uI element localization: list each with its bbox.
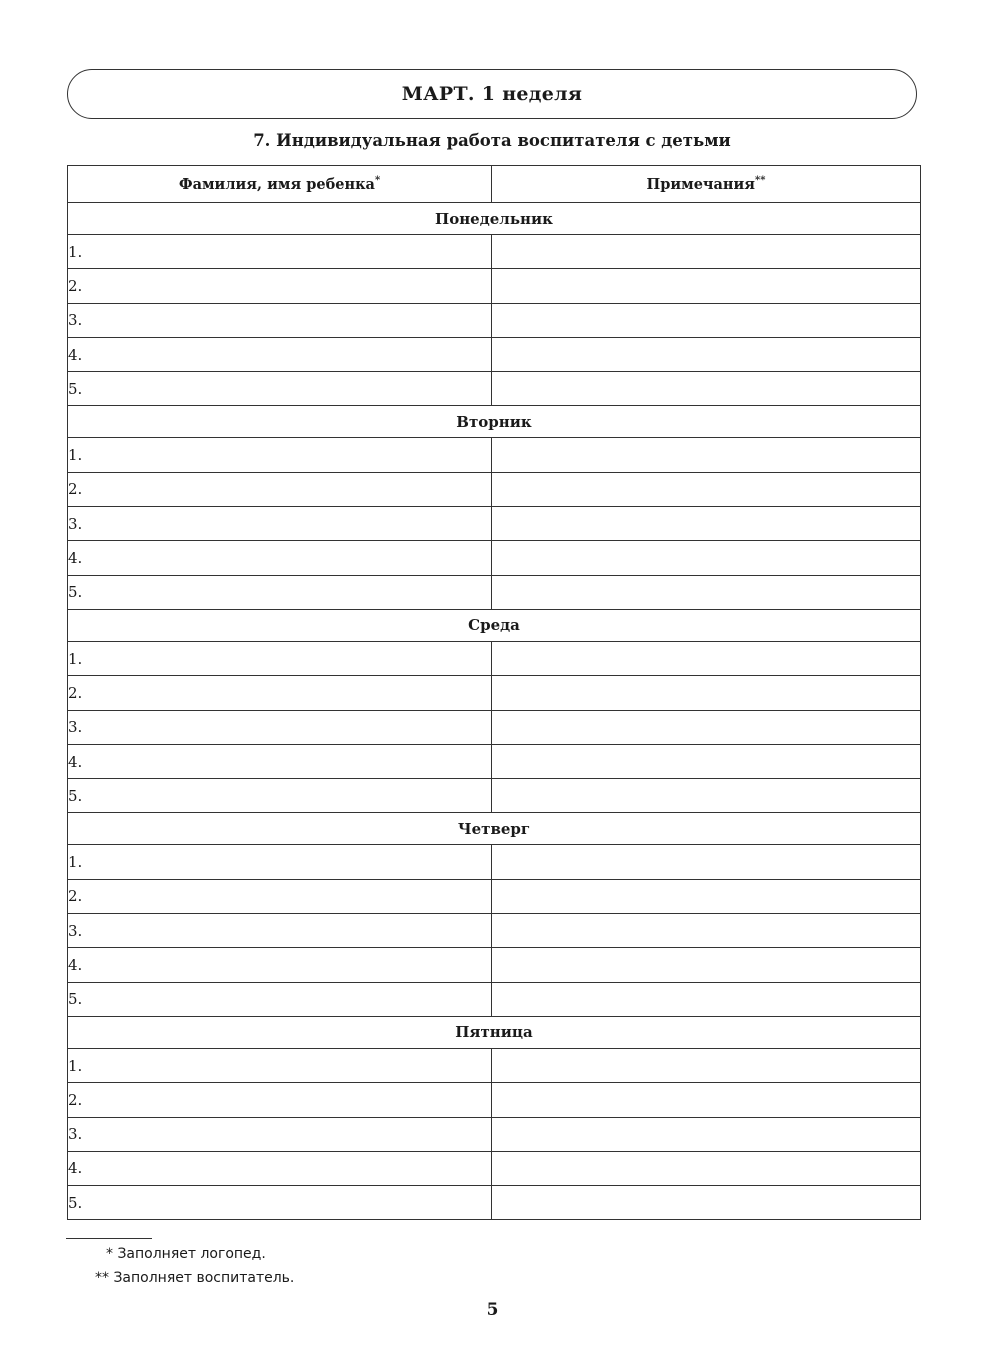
day-header-row [68,1016,921,1048]
notes-cell[interactable] [492,507,921,541]
table-row [68,744,921,778]
notes-cell[interactable] [492,372,921,406]
notes-cell[interactable] [492,641,921,675]
child-name-cell[interactable]: 3. [68,507,492,541]
day-header-row [68,203,921,235]
section-title: 7. Индивидуальная работа воспитателя с детьми [253,131,731,150]
child-name-cell[interactable]: 5. [68,982,492,1016]
footnote-teacher: ** Заполняет воспитатель. [95,1270,295,1286]
child-name-cell[interactable]: 2. [68,472,492,506]
child-name-cell[interactable]: 5. [68,372,492,406]
day-label: Среда [68,609,921,641]
child-name-cell[interactable]: 4. [68,744,492,778]
day-label: Вторник [68,406,921,438]
notes-cell[interactable] [492,879,921,913]
table-header-row [68,166,921,203]
notes-cell[interactable] [492,303,921,337]
table-row [68,337,921,371]
child-name-cell[interactable]: 2. [68,676,492,710]
notes-cell[interactable] [492,1117,921,1151]
notes-cell[interactable] [492,779,921,813]
table-body [68,203,921,1220]
child-name-cell[interactable]: 1. [68,438,492,472]
notes-cell[interactable] [492,575,921,609]
table-row [68,541,921,575]
table-row [68,472,921,506]
child-name-cell[interactable]: 4. [68,948,492,982]
notes-cell[interactable] [492,948,921,982]
table-row [68,1048,921,1082]
day-header-row [68,609,921,641]
child-name-cell[interactable]: 2. [68,1083,492,1117]
page-title: МАРТ. 1 неделя [401,83,583,105]
child-name-cell[interactable]: 2. [68,879,492,913]
table-row [68,438,921,472]
table-row [68,507,921,541]
footnotes [66,1238,294,1290]
day-label: Пятница [68,1016,921,1048]
day-header-row [68,406,921,438]
table-row [68,235,921,269]
notes-cell[interactable] [492,744,921,778]
notes-cell[interactable] [492,982,921,1016]
table-row [68,303,921,337]
day-label: Четверг [68,813,921,845]
table-row [68,845,921,879]
table-row [68,1117,921,1151]
child-name-cell[interactable]: 5. [68,1186,492,1220]
child-name-cell[interactable]: 1. [68,845,492,879]
table-row [68,1186,921,1220]
child-name-cell[interactable]: 3. [68,914,492,948]
table-row [68,269,921,303]
child-name-cell[interactable]: 5. [68,779,492,813]
notes-cell[interactable] [492,337,921,371]
child-name-cell[interactable]: 3. [68,303,492,337]
notes-cell[interactable] [492,710,921,744]
table-row [68,372,921,406]
table-row [68,948,921,982]
table-row [68,779,921,813]
schedule-table [67,165,921,1220]
child-name-cell[interactable]: 4. [68,337,492,371]
child-name-cell[interactable]: 5. [68,575,492,609]
day-header-row [68,813,921,845]
header-box [67,69,917,119]
table-row [68,575,921,609]
column-header-child-name: Фамилия, имя ребенка* [68,166,492,203]
child-name-cell[interactable]: 1. [68,235,492,269]
notes-cell[interactable] [492,541,921,575]
notes-cell[interactable] [492,1048,921,1082]
table-row [68,1151,921,1185]
child-name-cell[interactable]: 4. [68,541,492,575]
table-row [68,641,921,675]
notes-cell[interactable] [492,1186,921,1220]
table-row [68,676,921,710]
day-label: Понедельник [68,203,921,235]
column-header-notes: Примечания** [492,166,921,203]
table-row [68,710,921,744]
table-row [68,879,921,913]
notes-cell[interactable] [492,269,921,303]
notes-cell[interactable] [492,235,921,269]
footnote-speech-therapist: * Заполняет логопед. [106,1246,266,1262]
table-row [68,1083,921,1117]
table-row [68,982,921,1016]
footnote-divider [66,1238,152,1239]
notes-cell[interactable] [492,914,921,948]
child-name-cell[interactable]: 3. [68,1117,492,1151]
child-name-cell[interactable]: 1. [68,1048,492,1082]
notes-cell[interactable] [492,676,921,710]
child-name-cell[interactable]: 3. [68,710,492,744]
page-number: 5 [486,1300,499,1320]
child-name-cell[interactable]: 2. [68,269,492,303]
child-name-cell[interactable]: 1. [68,641,492,675]
notes-cell[interactable] [492,438,921,472]
child-name-cell[interactable]: 4. [68,1151,492,1185]
notes-cell[interactable] [492,472,921,506]
notes-cell[interactable] [492,1083,921,1117]
table-row [68,914,921,948]
notes-cell[interactable] [492,1151,921,1185]
notes-cell[interactable] [492,845,921,879]
